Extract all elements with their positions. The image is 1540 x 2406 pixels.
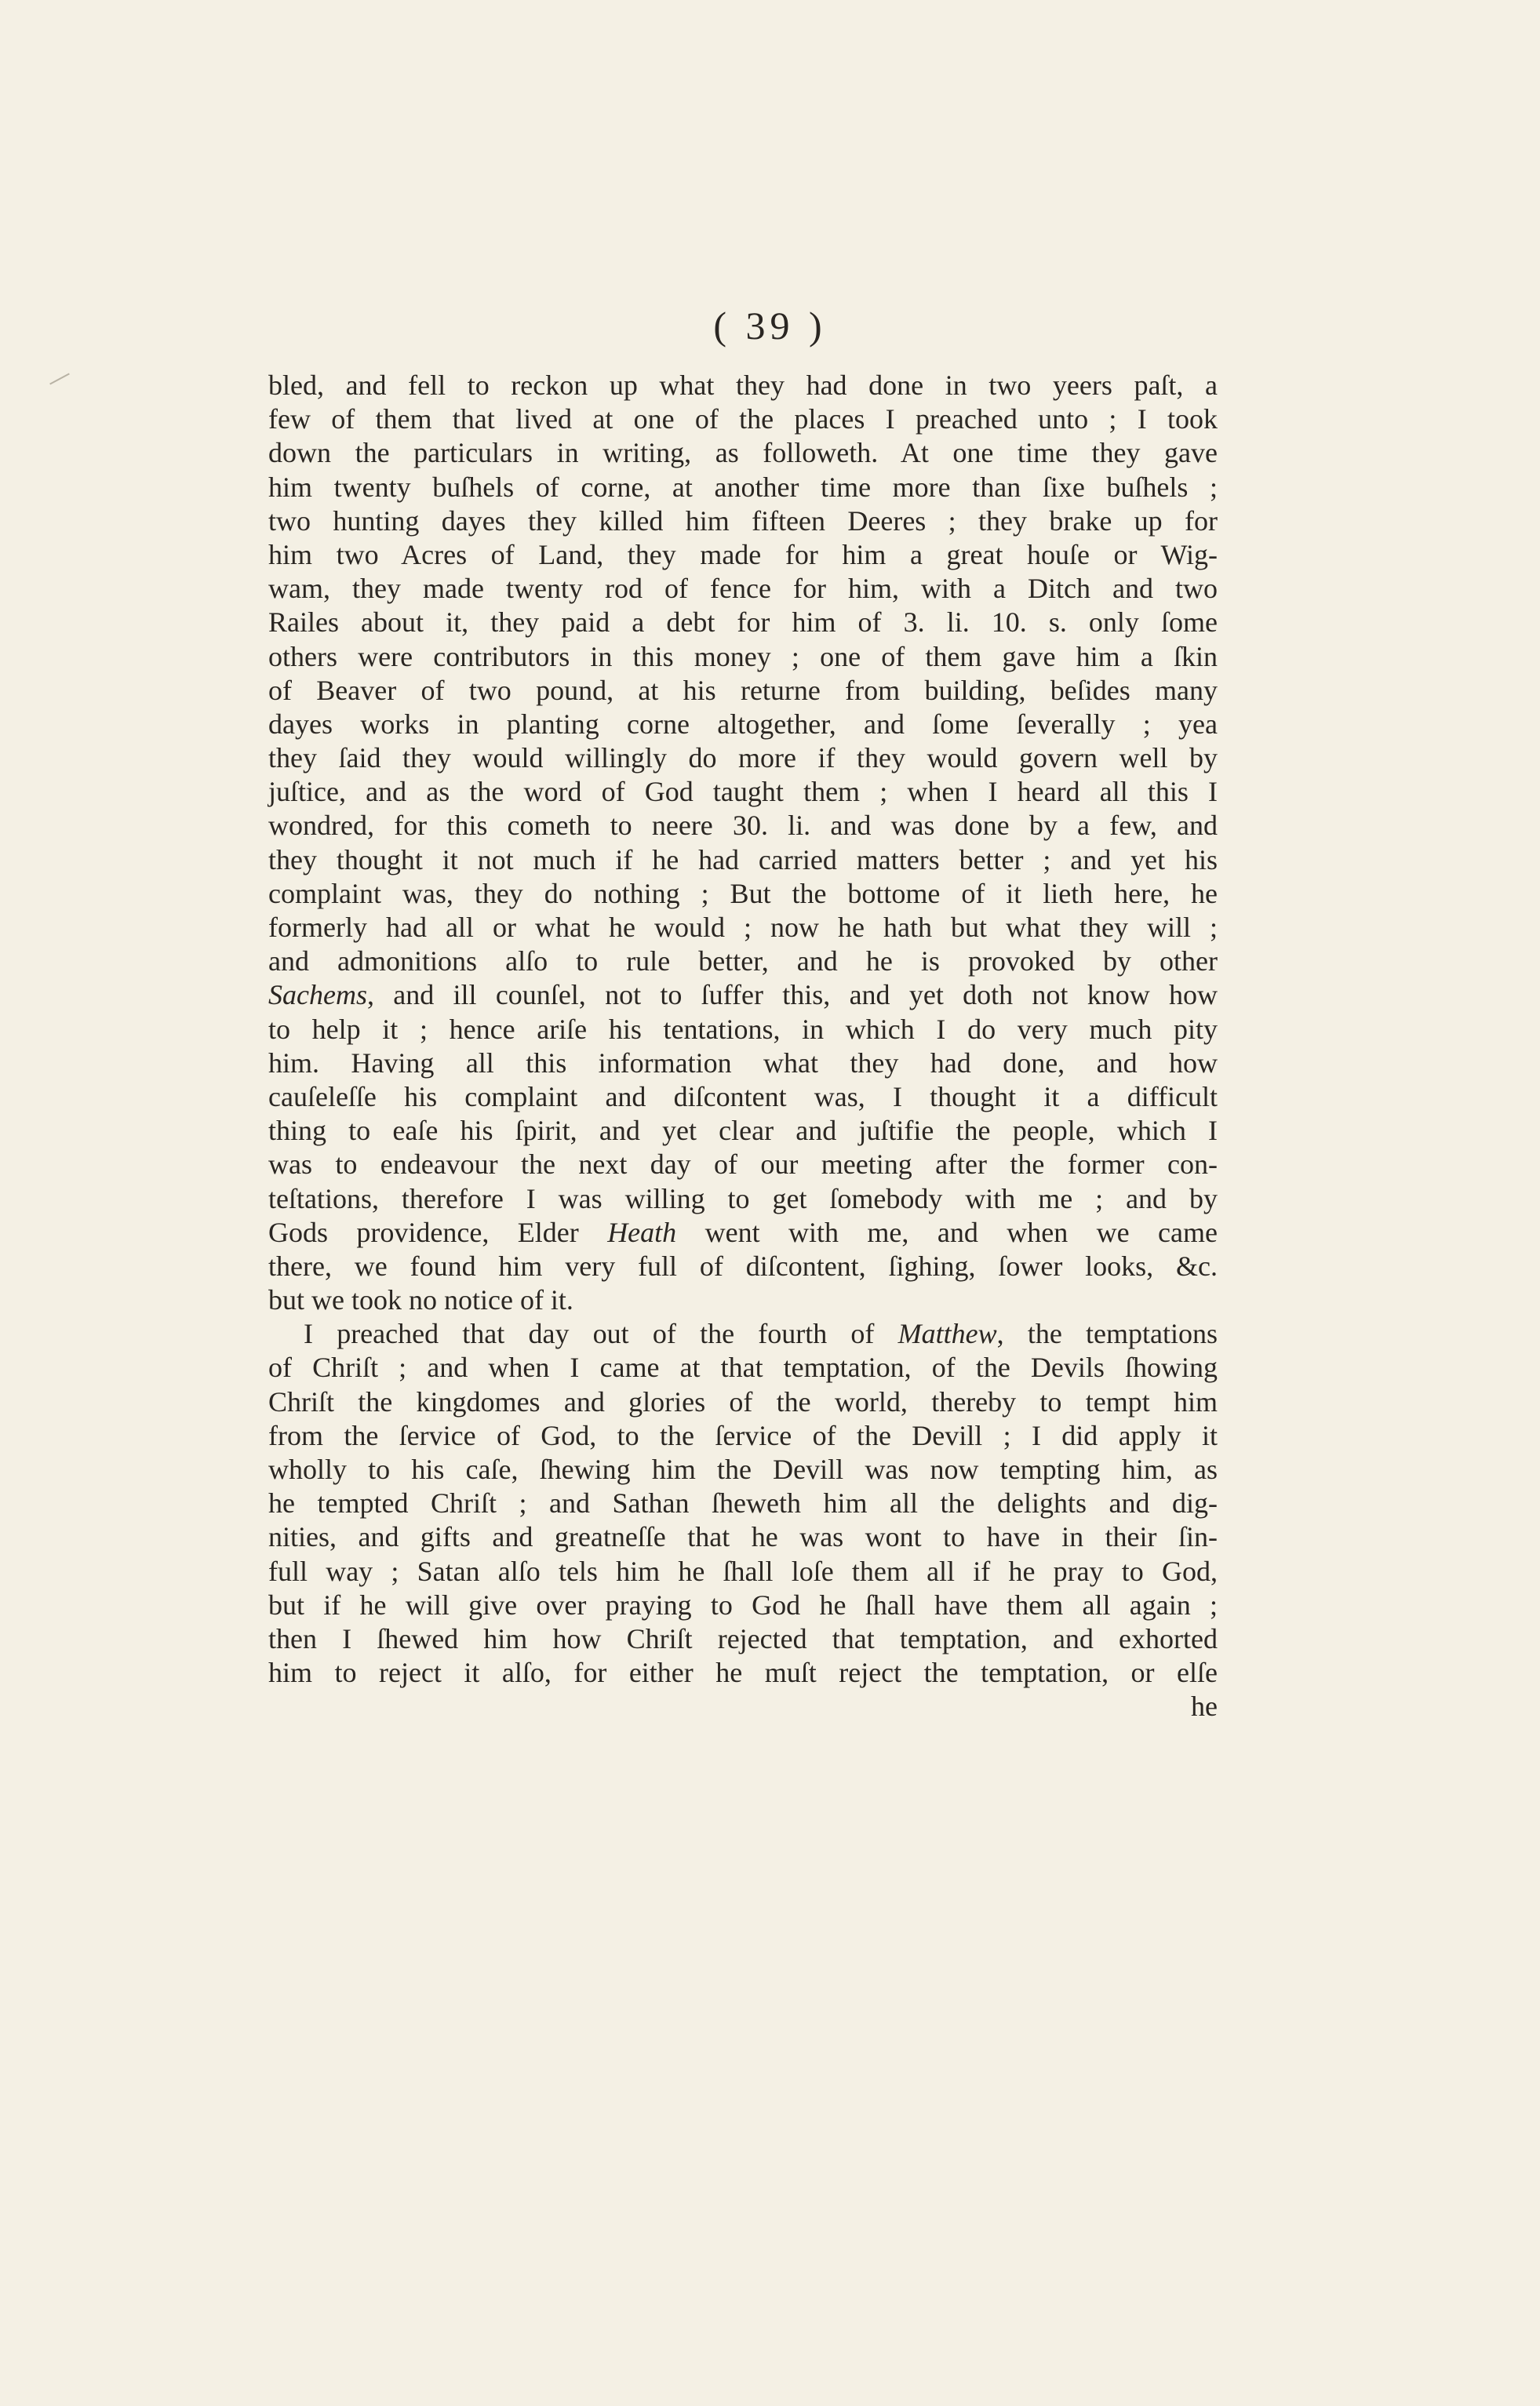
body-text (268, 369, 1218, 1724)
text-line: teſtations, therefore I was willing to get ſomebody with me ; and by (268, 1182, 1218, 1214)
text-line: Gods providence, Elder Heath went with me, and when we came (268, 1216, 1218, 1248)
italic-name: Matthew (897, 1318, 997, 1350)
page-number: ( 39 ) (713, 304, 827, 348)
text-line: Chriſt the kingdomes and glories of the world, thereby to tempt him (268, 1385, 1218, 1418)
text-line: wholly to his caſe, ſhewing him the Devill was now tempting him, as (268, 1454, 1218, 1485)
text-line: two hunting dayes they killed him fifteen Deeres ; they brake up for (268, 504, 1218, 537)
text-line: him. Having all this information what they had done, and how (268, 1046, 1218, 1079)
text-line: juſtice, and as the word of God taught them ; when I heard all this I (268, 776, 1218, 808)
text-line: him twenty buſhels of corne, at another time more than ſixe buſhels ; (268, 471, 1218, 503)
text-line: of Chriſt ; and when I came at that temptation, of the Devils ſhowing (268, 1352, 1218, 1384)
margin-mark (49, 373, 70, 385)
text-line: he tempted Chriſt ; and Sathan ſheweth him all the delights and dig- (268, 1487, 1218, 1520)
text-line: dayes works in planting corne altogether, and ſome ſeverally ; yea (268, 708, 1218, 740)
text-line: Railes about it, they paid a debt for him of 3. li. 10. s. only ſome (268, 606, 1218, 639)
text-line: I preached that day out of the fourth of Matthew, the temptations (304, 1318, 1218, 1350)
text-line: they ſaid they would willingly do more if they would govern well by (268, 742, 1218, 774)
text-line: cauſeleſſe his complaint and diſcontent was, I thought it a difficult (268, 1080, 1218, 1112)
text-line: bled, and fell to reckon up what they had done in two yeers paſt, a (268, 369, 1218, 401)
text-line: thing to eaſe his ſpirit, and yet clear and juſtifie the people, which I (268, 1115, 1218, 1147)
text-line: wondred, for this cometh to neere 30. li. and was done by a few, and (268, 810, 1218, 842)
text-line: was to endeavour the next day of our meeting after the former con- (268, 1148, 1218, 1181)
text-line: of Beaver of two pound, at his returne from building, beſides many (268, 674, 1218, 706)
text-line: wam, they made twenty rod of fence for him, with a Ditch and two (268, 573, 1218, 605)
text-line: formerly had all or what he would ; now he hath but what they will ; (268, 912, 1218, 943)
text-line: complaint was, they do nothing ; But the bottome of it lieth here, he (268, 877, 1218, 909)
text-line: they thought it not much if he had carried matters better ; and yet his (268, 843, 1218, 875)
text-line: down the particulars in writing, as followeth. At one time they gave (268, 437, 1218, 469)
text-line: Sachems, and ill counſel, not to ſuffer this, and yet doth not know how (268, 979, 1218, 1011)
text-line: but if he will give over praying to God he ſhall have them all again ; (268, 1589, 1218, 1621)
text-line: but we took no notice of it. (268, 1284, 573, 1316)
text-line: him to reject it alſo, for either he muſt reject the temptation, or elſe (268, 1657, 1218, 1689)
text-line: few of them that lived at one of the places I preached unto ; I took (268, 403, 1218, 435)
text-line: from the ſervice of God, to the ſervice of the Devill ; I did apply it (268, 1419, 1218, 1451)
italic-name: Heath (607, 1216, 677, 1248)
italic-name: Sachems (268, 979, 367, 1011)
text-line: then I ſhewed him how Chriſt rejected that temptation, and exhorted (268, 1622, 1218, 1654)
text-line: to help it ; hence ariſe his tentations, in which I do very much pity (268, 1013, 1218, 1045)
text-line: there, we found him very full of diſcontent, ſighing, ſower looks, &c. (268, 1250, 1218, 1282)
catchword: he (1191, 1691, 1218, 1723)
text-line: him two Acres of Land, they made for him a great houſe or Wig- (268, 538, 1218, 570)
text-line: others were contributors in this money ; one of them gave him a ſkin (268, 640, 1218, 672)
text-line: and admonitions alſo to rule better, and he is provoked by other (268, 945, 1218, 977)
text-line: nities, and gifts and greatneſſe that he was wont to have in their ſin- (268, 1521, 1218, 1553)
text-line: full way ; Satan alſo tels him he ſhall loſe them all if he pray to God, (268, 1555, 1218, 1587)
